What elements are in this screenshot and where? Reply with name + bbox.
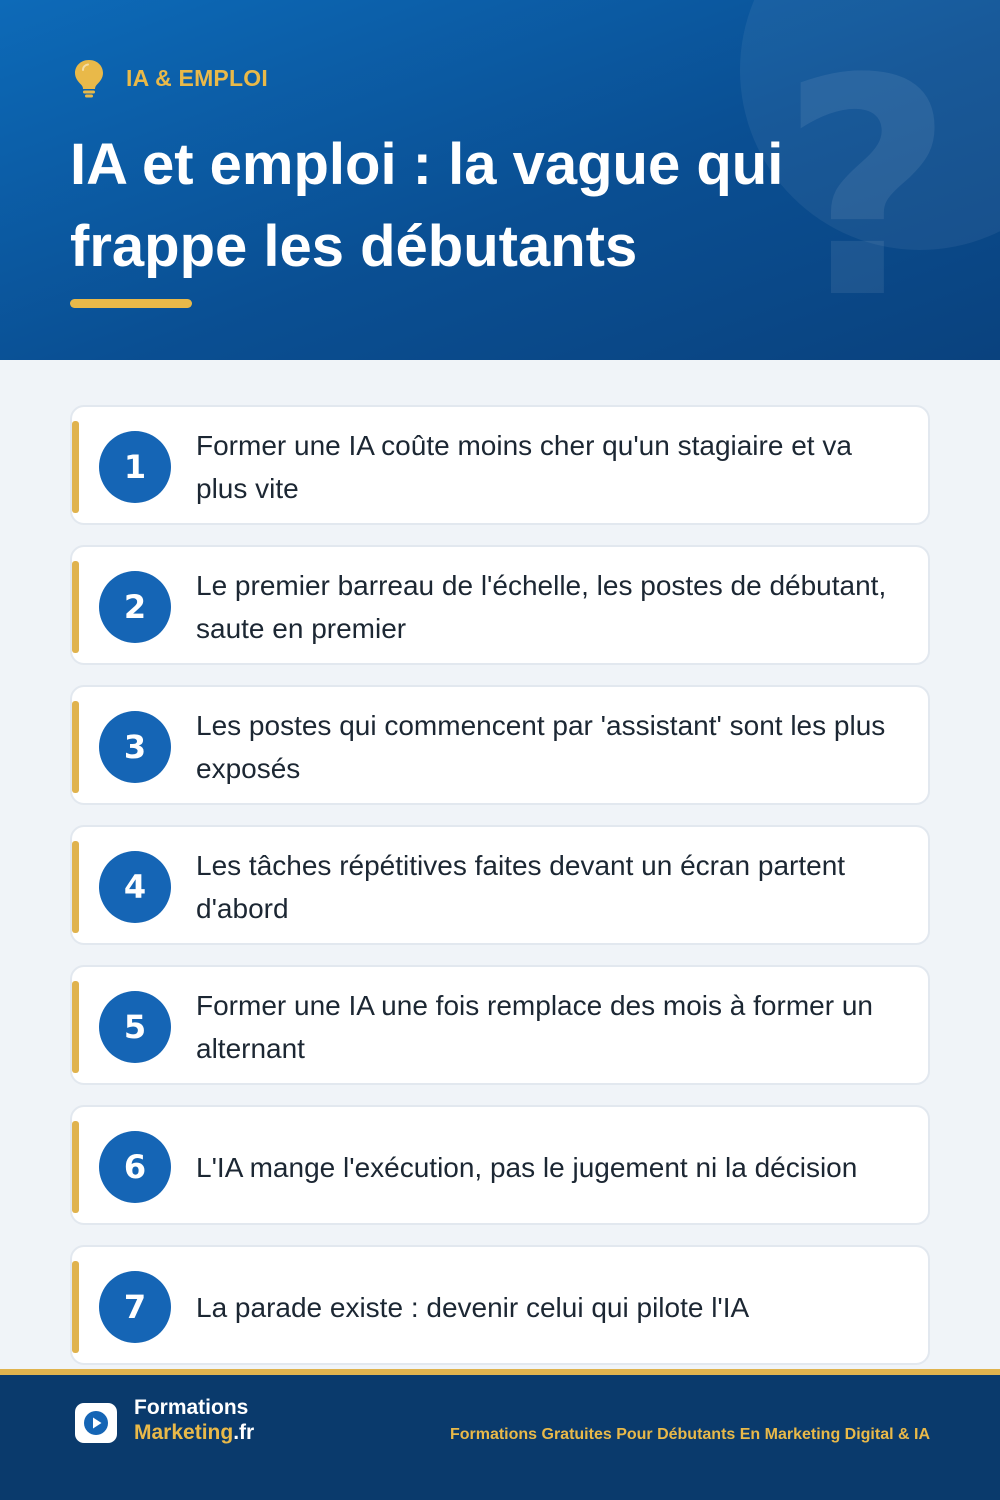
list-item-text: Former une IA une fois remplace des mois à former un alternant bbox=[196, 990, 873, 1064]
number-badge: 2 bbox=[99, 571, 171, 643]
number-badge: 6 bbox=[99, 1131, 171, 1203]
header-banner bbox=[0, 0, 1000, 360]
number-badge: 7 bbox=[99, 1271, 171, 1343]
card-accent-bar bbox=[72, 1121, 79, 1213]
number-badge: 4 bbox=[99, 851, 171, 923]
list-item bbox=[70, 1245, 930, 1365]
points-list bbox=[70, 405, 930, 1385]
list-item-text: La parade existe : devenir celui qui pilote l'IA bbox=[196, 1291, 750, 1323]
card-accent-bar bbox=[72, 1261, 79, 1353]
category-tag bbox=[72, 58, 268, 98]
page-title: IA et emploi : la vague qui frappe les débutants bbox=[70, 132, 784, 279]
list-item bbox=[70, 965, 930, 1085]
list-item bbox=[70, 405, 930, 525]
list-item-text: Les tâches répétitives faites devant un écran partent d'abord bbox=[196, 850, 846, 924]
play-icon[interactable] bbox=[75, 1403, 117, 1443]
list-item bbox=[70, 685, 930, 805]
number-badge: 5 bbox=[99, 991, 171, 1063]
list-item bbox=[70, 545, 930, 665]
card-accent-bar bbox=[72, 841, 79, 933]
card-accent-bar bbox=[72, 981, 79, 1073]
list-item-text: Former une IA coûte moins cher qu'un stagiaire et va plus vite bbox=[196, 430, 852, 504]
number-badge: 1 bbox=[99, 431, 171, 503]
footer bbox=[0, 1375, 1000, 1500]
brand-domain-suffix: .fr bbox=[233, 1421, 255, 1444]
card-accent-bar bbox=[72, 421, 79, 513]
brand-name-line2: Marketing bbox=[134, 1421, 234, 1444]
list-item-text: Les postes qui commencent par 'assistant' sont les plus exposés bbox=[196, 710, 886, 784]
category-label: IA & EMPLOI bbox=[126, 64, 268, 91]
title-underline bbox=[70, 299, 192, 308]
list-item bbox=[70, 1105, 930, 1225]
number-badge: 3 bbox=[99, 711, 171, 783]
footer-tagline: Formations Gratuites Pour Débutants En Marketing Digital & IA bbox=[449, 1426, 930, 1443]
card-accent-bar bbox=[72, 561, 79, 653]
list-item-text: Le premier barreau de l'échelle, les postes de débutant, saute en premier bbox=[196, 570, 887, 644]
question-mark-icon: ? bbox=[780, 15, 955, 360]
lightbulb-icon bbox=[72, 58, 106, 98]
card-accent-bar bbox=[72, 701, 79, 793]
list-item bbox=[70, 825, 930, 945]
brand-logo[interactable] bbox=[134, 1395, 254, 1445]
brand-name-line1: Formations bbox=[134, 1396, 249, 1419]
list-item-text: L'IA mange l'exécution, pas le jugement ni la décision bbox=[196, 1151, 858, 1183]
